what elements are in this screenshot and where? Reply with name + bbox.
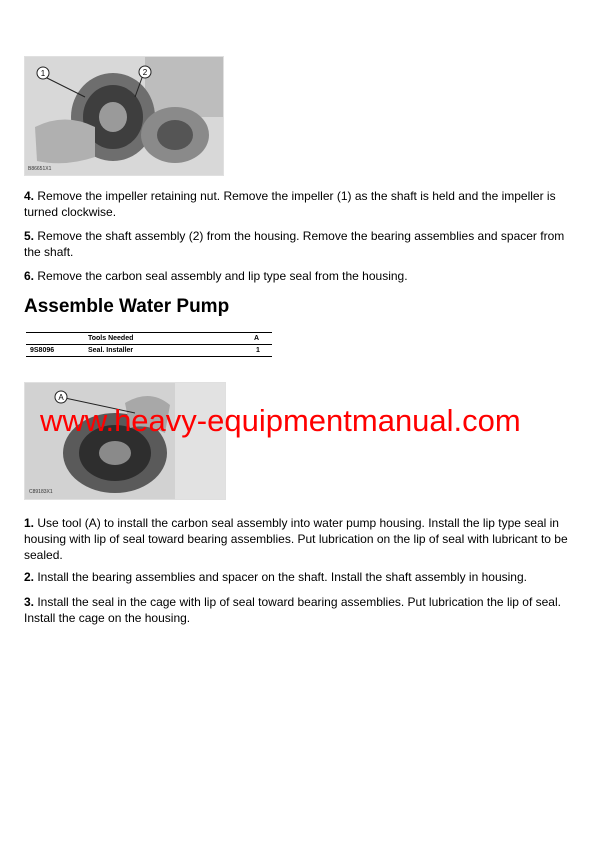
step-number: 6. bbox=[24, 269, 35, 283]
photo-code: B86651X1 bbox=[28, 166, 52, 172]
tools-header-label: Tools Needed bbox=[88, 335, 134, 342]
step-2 bbox=[24, 569, 580, 585]
step-6 bbox=[24, 268, 580, 284]
step-number: 1. bbox=[24, 516, 35, 530]
step-text: Remove the shaft assembly (2) from the housing. Remove the bearing assemblies and spacer from the shaft. bbox=[24, 229, 565, 259]
step-text: Install the seal in the cage with lip of seal toward bearing assemblies. Put lubrication the lip of seal. Install the cage on the housing. bbox=[24, 595, 561, 625]
step-3 bbox=[24, 594, 580, 626]
step-text: Install the bearing assemblies and spacer on the shaft. Install the shaft assembly in housing. bbox=[34, 570, 527, 584]
watermark: www.heavy-equipmentmanual.com bbox=[40, 403, 521, 438]
section-heading: Assemble Water Pump bbox=[24, 296, 230, 317]
step-number: 2. bbox=[24, 570, 35, 584]
callout-2: 2 bbox=[142, 68, 148, 77]
step-number: 4. bbox=[24, 189, 35, 203]
tools-table bbox=[26, 332, 272, 357]
tools-row bbox=[26, 345, 272, 356]
callout-1: 1 bbox=[40, 69, 46, 78]
step-5 bbox=[24, 228, 580, 260]
callout-a: A bbox=[58, 393, 64, 402]
tools-name: Seal. Installer bbox=[88, 347, 134, 354]
tools-part-number: 9S8096 bbox=[30, 347, 55, 354]
step-number: 3. bbox=[24, 595, 35, 609]
tools-qty: 1 bbox=[256, 347, 260, 354]
step-number: 5. bbox=[24, 229, 35, 243]
impeller-removal-photo bbox=[24, 56, 224, 176]
photo-code: C89183X1 bbox=[29, 489, 53, 495]
step-1 bbox=[24, 515, 580, 563]
step-text: Remove the impeller retaining nut. Remove the impeller (1) as the shaft is held and the impeller is turned clockwise. bbox=[24, 189, 556, 219]
step-text: Remove the carbon seal assembly and lip type seal from the housing. bbox=[34, 269, 408, 283]
step-4 bbox=[24, 188, 580, 220]
tools-header-row bbox=[26, 333, 272, 344]
seal-install-photo bbox=[24, 382, 226, 500]
step-text: Use tool (A) to install the carbon seal assembly into water pump housing. Install the lip type seal in housing with lip of seal toward bearing assemblies. Put lubrication on the lip of seal with lubricant to be sealed. bbox=[24, 516, 568, 562]
tools-header-col: A bbox=[254, 335, 260, 342]
